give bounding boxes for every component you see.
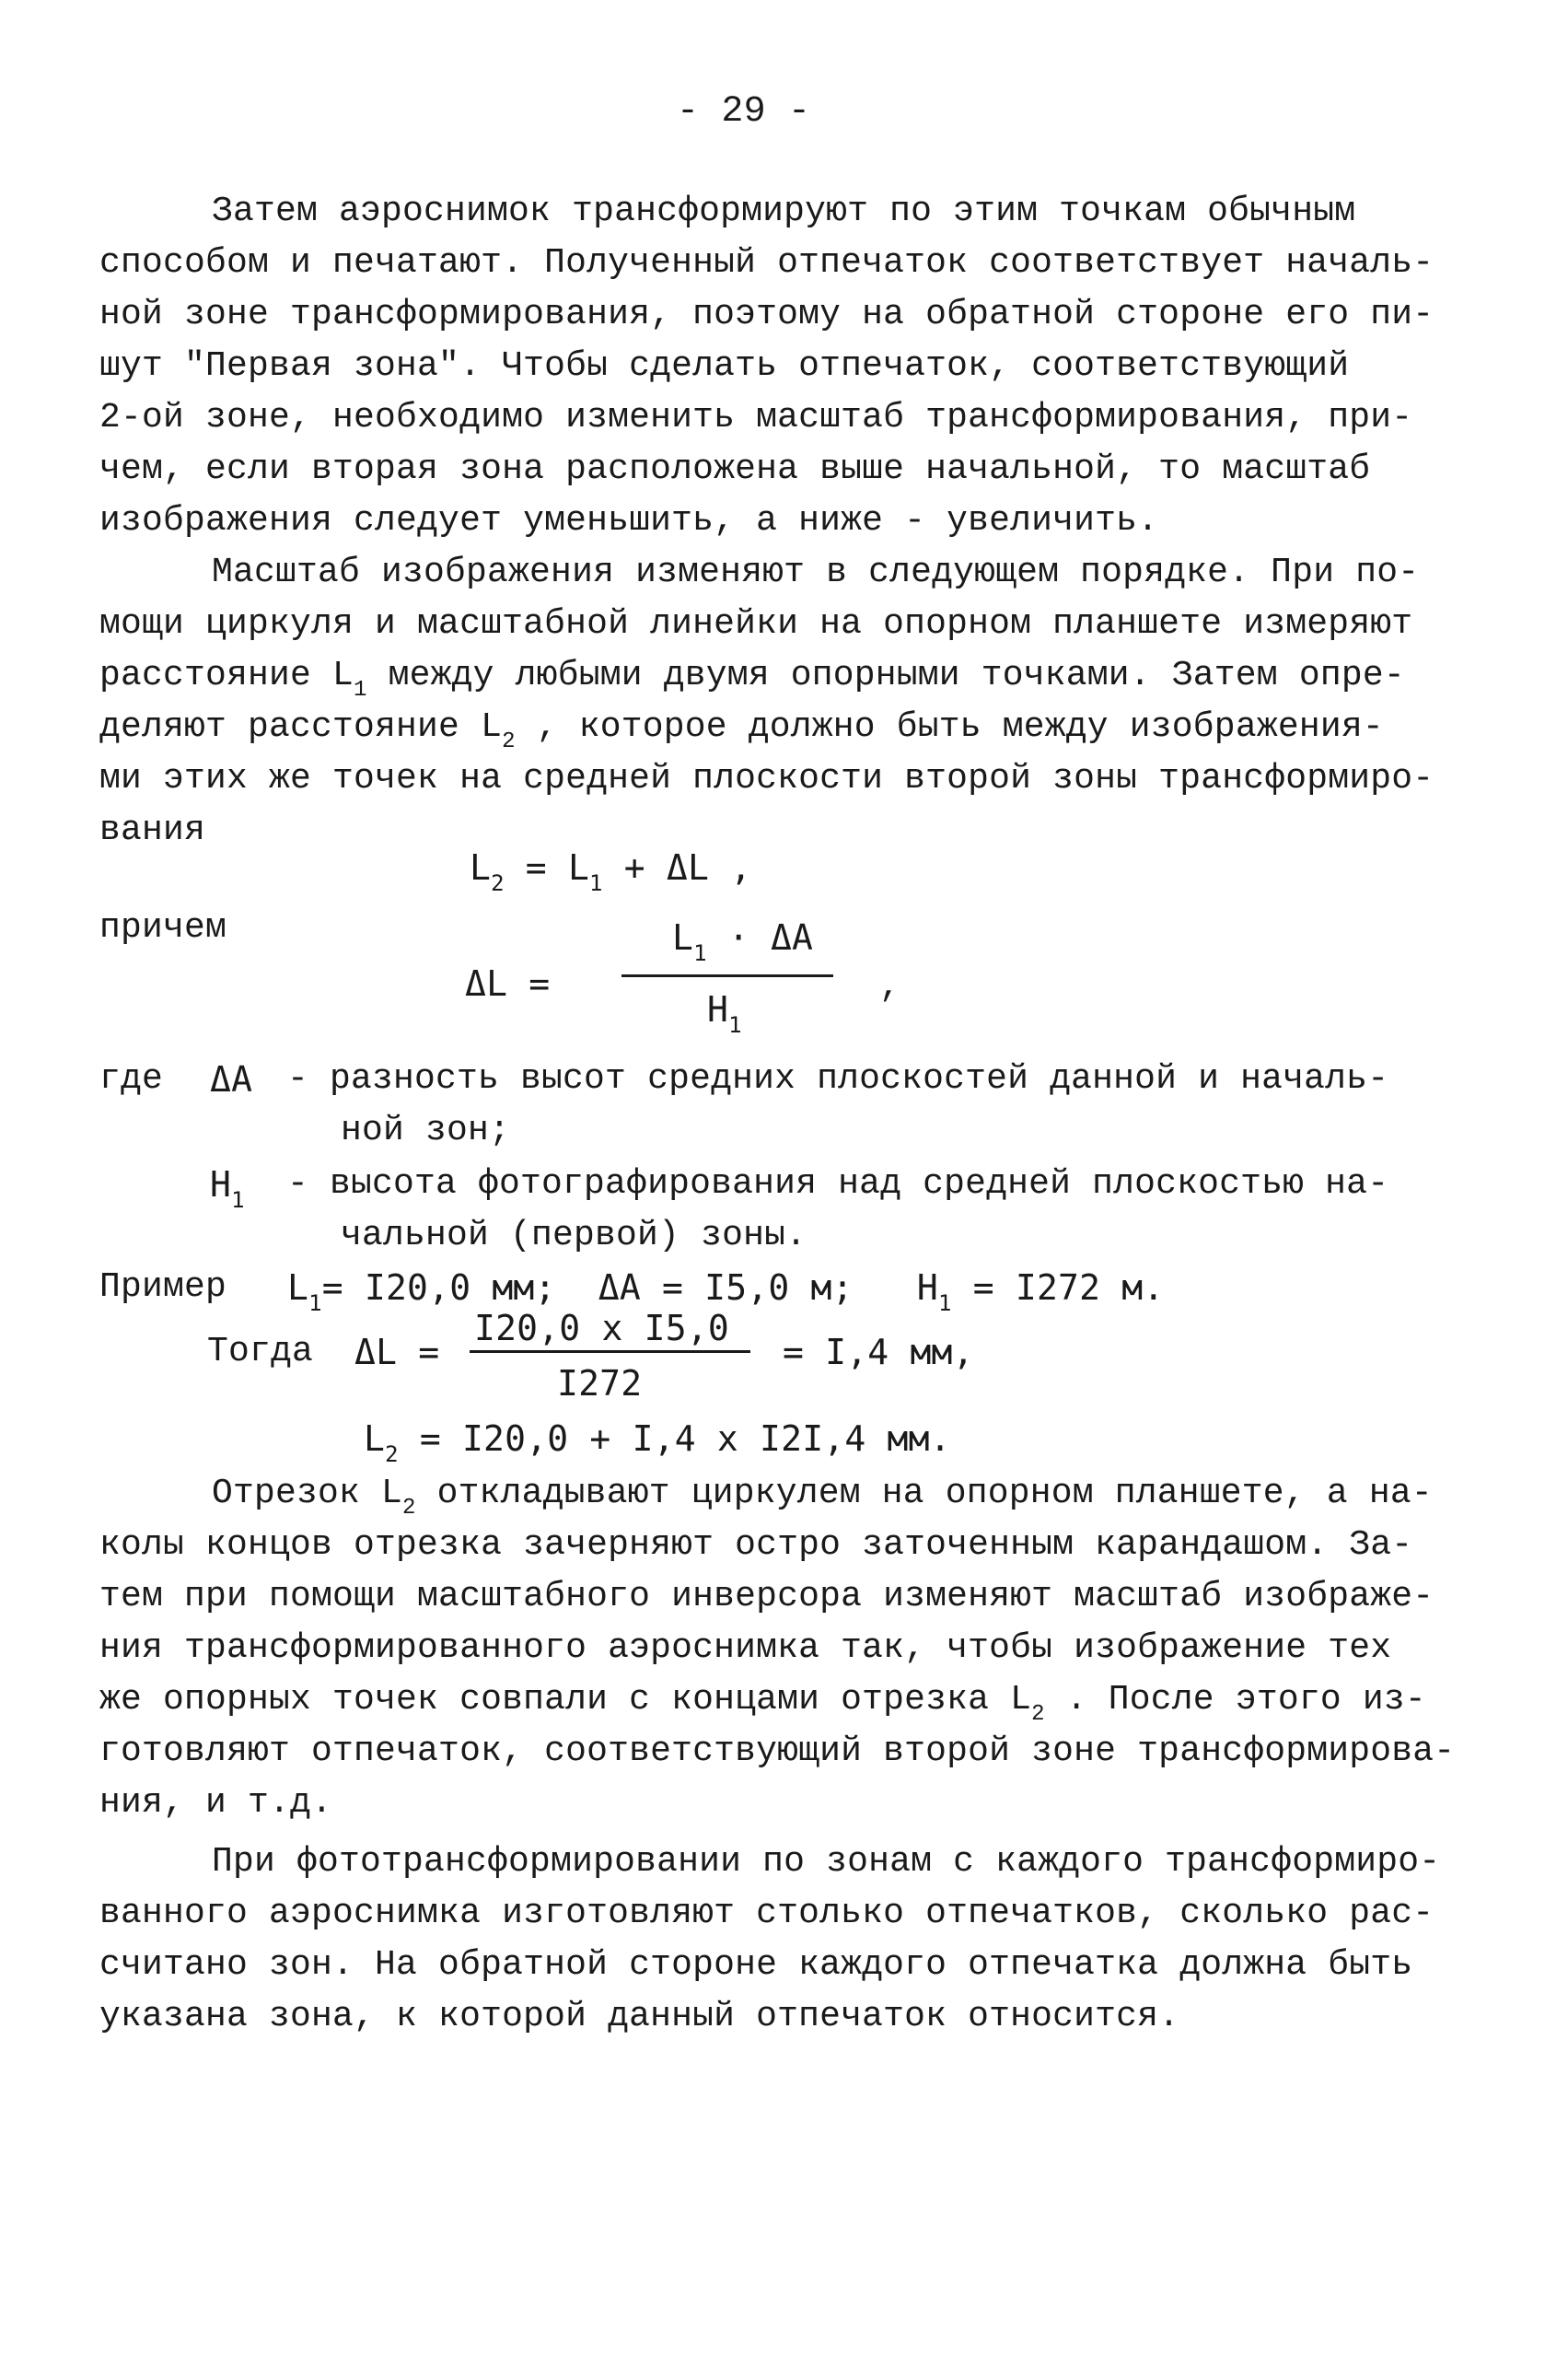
para1-line: способом и печатают. Полученный отпечаток соответствует началь-	[99, 243, 1434, 283]
para3-line: ния, и т.д.	[99, 1783, 333, 1823]
example-then-label: Тогда	[207, 1332, 314, 1371]
para1-line: чем, если вторая зона расположена выше начальной, то масштаб	[99, 449, 1371, 489]
example-dl: ΔL =	[354, 1332, 440, 1372]
para2-line: ми этих же точек на средней плоскости второй зоны трансформиро-	[99, 759, 1434, 799]
para4-line: считано зон. На обратной стороне каждого отпечатка должна быть	[99, 1945, 1413, 1985]
para2-line: вания	[99, 810, 206, 850]
example-numerator: I20,0 x I5,0	[474, 1308, 729, 1348]
where-item2-line: - высота фотографирования над средней плоскостью на-	[287, 1164, 1389, 1204]
para1-line: изображения следует уменьшить, а ниже - увеличить.	[99, 501, 1159, 541]
para1-line: шут "Первая зона". Чтобы сделать отпечаток, соответствующий	[99, 346, 1350, 386]
para3-line: тем при помощи масштабного инверсора изменяют масштаб изображе-	[99, 1577, 1434, 1616]
example-l2: $L_2 = I20,0 + I,4$ x I2I,4 мм.	[364, 1418, 951, 1467]
para4-line: указана зона, к которой данный отпечаток относится.	[99, 1997, 1180, 2036]
where-delta-a: ΔA	[210, 1059, 253, 1100]
page-number: - 29 -	[677, 91, 811, 133]
fraction-bar	[621, 974, 833, 977]
example-label: Пример	[99, 1267, 227, 1307]
where-item1-line: ной зон;	[341, 1111, 511, 1150]
where-item1-line: - разность высот средних плоскостей данной и началь-	[287, 1059, 1389, 1099]
example-denominator: I272	[557, 1363, 643, 1404]
para3-line: ния трансформированного аэроснимка так, чтобы изображение тех	[99, 1628, 1392, 1668]
formula-dl-denominator: $H_1$	[707, 989, 742, 1038]
para2-line: расстояние $L_1$ между любыми двумя опорными точками. Затем опре-	[99, 656, 1405, 703]
para2-line: мощи циркуля и масштабной линейки на опорном планшете измеряют	[99, 604, 1413, 644]
para3-line: же опорных точек совпали с концами отрезка $L_2$ . После этого из-	[99, 1680, 1426, 1727]
para1-line: 2-ой зоне, необходимо изменить масштаб трансформирования, при-	[99, 398, 1413, 437]
example-values: $L_1= I20,0$ мм; ΔA = I5,0 м; $H_1 = I272$ м.	[287, 1267, 1165, 1316]
where-h1: $H_1$	[210, 1164, 245, 1213]
where-item2-line: чальной (первой) зоны.	[341, 1216, 807, 1255]
para2-line: деляют расстояние $L_2$ , которое должно быть между изображения-	[99, 707, 1384, 754]
para2-line: Масштаб изображения изменяют в следующем порядке. При по-	[212, 553, 1420, 592]
example-result: = I,4 мм,	[783, 1332, 974, 1372]
formula-dl-numerator: $L_1 \cdot \Delta A$	[672, 917, 814, 966]
fraction-bar	[470, 1350, 750, 1353]
where-label: где	[99, 1059, 164, 1099]
para3-line: колы концов отрезка зачерняют остро заточенным карандашом. За-	[99, 1525, 1413, 1565]
para4-line: ванного аэроснимка изготовляют столько отпечатков, сколько рас-	[99, 1894, 1434, 1933]
formula-dl-lhs: ΔL =	[465, 963, 551, 1004]
formula-prefix: причем	[99, 908, 227, 948]
para3-line: готовляют отпечаток, соответствующий второй зоне трансформирова-	[99, 1731, 1456, 1771]
para1-line: Затем аэроснимок трансформируют по этим точкам обычным	[212, 192, 1356, 231]
formula-comma: ,	[879, 967, 901, 1007]
para3-line: Отрезок $L_2$ откладывают циркулем на опорном планшете, а на-	[212, 1474, 1433, 1521]
para4-line: При фототрансформировании по зонам с каждого трансформиро-	[212, 1842, 1441, 1882]
para1-line: ной зоне трансформирования, поэтому на обратной стороне его пи-	[99, 295, 1434, 334]
formula-l2: $L_2 = L_1 + \Delta L$ ,	[470, 847, 752, 896]
